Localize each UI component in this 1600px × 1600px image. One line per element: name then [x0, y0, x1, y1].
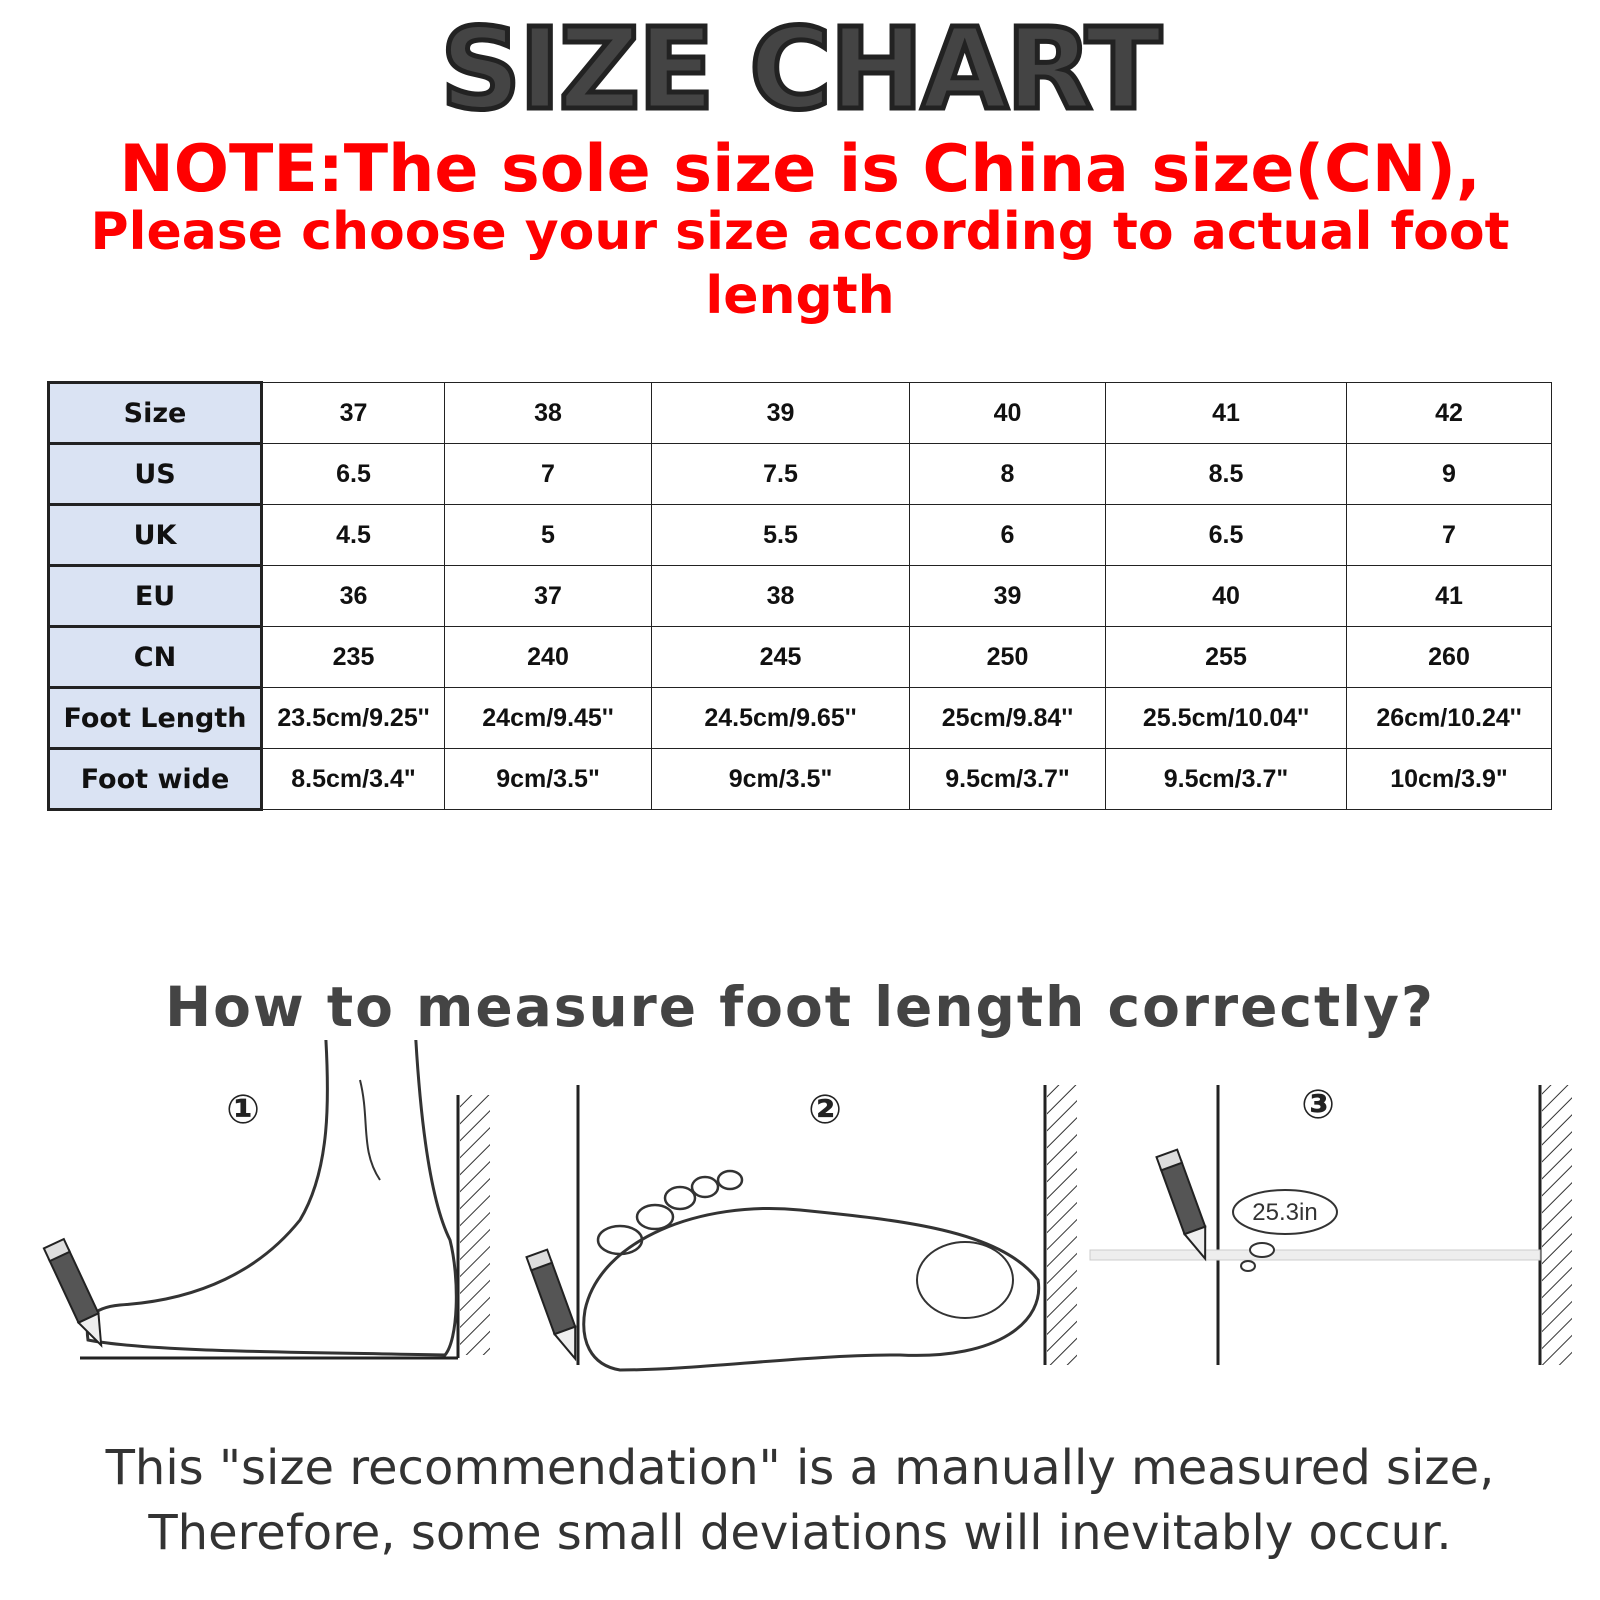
table-cell: 8 — [910, 444, 1106, 505]
table-cell: 255 — [1106, 627, 1347, 688]
foot-side-icon — [87, 1040, 456, 1355]
table-cell: 37 — [262, 383, 445, 444]
table-cell: 10cm/3.9" — [1347, 749, 1552, 810]
measurement-illustrations — [0, 1040, 1600, 1400]
row-header: UK — [49, 505, 262, 566]
table-cell: 240 — [445, 627, 652, 688]
table-cell: 250 — [910, 627, 1106, 688]
table-cell: 260 — [1347, 627, 1552, 688]
table-cell: 41 — [1347, 566, 1552, 627]
note-line-2: Please choose your size according to actual foot length — [90, 202, 1510, 326]
step-1-illustration — [44, 1040, 490, 1358]
row-header: CN — [49, 627, 262, 688]
table-cell: 7 — [445, 444, 652, 505]
step-2-number: ② — [808, 1087, 842, 1133]
table-cell: 40 — [1106, 566, 1347, 627]
pencil-icon — [44, 1239, 111, 1350]
table-cell: 9 — [1347, 444, 1552, 505]
row-header: Foot Length — [49, 688, 262, 749]
table-row — [49, 688, 1552, 749]
table-cell: 6.5 — [262, 444, 445, 505]
size-table — [47, 381, 1552, 811]
table-cell: 245 — [652, 627, 910, 688]
table-cell: 39 — [652, 383, 910, 444]
row-header: EU — [49, 566, 262, 627]
step-3-number: ③ — [1301, 1082, 1335, 1128]
table-cell: 42 — [1347, 383, 1552, 444]
page-title: SIZE CHART — [440, 5, 1160, 135]
table-row — [49, 627, 1552, 688]
table-cell: 9cm/3.5" — [445, 749, 652, 810]
disclaimer-line-1: This "size recommendation" is a manually measured size, — [105, 1440, 1495, 1496]
table-row — [49, 566, 1552, 627]
table-row — [49, 383, 1552, 444]
table-cell: 24.5cm/9.65'' — [652, 688, 910, 749]
table-cell: 41 — [1106, 383, 1347, 444]
table-cell: 4.5 — [262, 505, 445, 566]
table-cell: 38 — [652, 566, 910, 627]
foot-sole-icon — [584, 1208, 1039, 1370]
table-row — [49, 444, 1552, 505]
row-header: US — [49, 444, 262, 505]
table-cell: 25cm/9.84'' — [910, 688, 1106, 749]
bubble-measurement: 25.3in — [1252, 1199, 1318, 1226]
table-cell: 6.5 — [1106, 505, 1347, 566]
how-to-measure-heading: How to measure foot length correctly? — [165, 975, 1435, 1039]
table-cell: 9.5cm/3.7" — [1106, 749, 1347, 810]
table-row — [49, 505, 1552, 566]
wall-hatch-icon — [1542, 1085, 1572, 1365]
table-cell: 8.5cm/3.4" — [262, 749, 445, 810]
table-cell: 36 — [262, 566, 445, 627]
wall-hatch-icon — [1047, 1085, 1077, 1365]
table-cell: 25.5cm/10.04'' — [1106, 688, 1347, 749]
table-cell: 37 — [445, 566, 652, 627]
table-cell: 8.5 — [1106, 444, 1347, 505]
table-cell: 6 — [910, 505, 1106, 566]
table-cell: 9cm/3.5" — [652, 749, 910, 810]
table-cell: 5.5 — [652, 505, 910, 566]
note-line-1: NOTE:The sole size is China size(CN), — [119, 132, 1481, 207]
table-cell: 9.5cm/3.7" — [910, 749, 1106, 810]
table-cell: 7.5 — [652, 444, 910, 505]
table-row — [49, 749, 1552, 810]
ruler-icon — [1090, 1250, 1540, 1260]
step-1-number: ① — [226, 1087, 260, 1133]
table-cell: 7 — [1347, 505, 1552, 566]
table-cell: 39 — [910, 566, 1106, 627]
table-cell: 5 — [445, 505, 652, 566]
table-cell: 24cm/9.45'' — [445, 688, 652, 749]
disclaimer-line-2: Therefore, some small deviations will inevitably occur. — [148, 1505, 1452, 1561]
table-cell: 38 — [445, 383, 652, 444]
table-cell: 235 — [262, 627, 445, 688]
row-header: Foot wide — [49, 749, 262, 810]
row-header: Size — [49, 383, 262, 444]
step-3-illustration — [1090, 1082, 1572, 1365]
wall-hatch-icon — [460, 1095, 490, 1355]
table-cell: 26cm/10.24'' — [1347, 688, 1552, 749]
table-cell: 40 — [910, 383, 1106, 444]
table-cell: 23.5cm/9.25'' — [262, 688, 445, 749]
step-2-illustration — [526, 1085, 1077, 1370]
pencil-icon — [1156, 1150, 1215, 1263]
